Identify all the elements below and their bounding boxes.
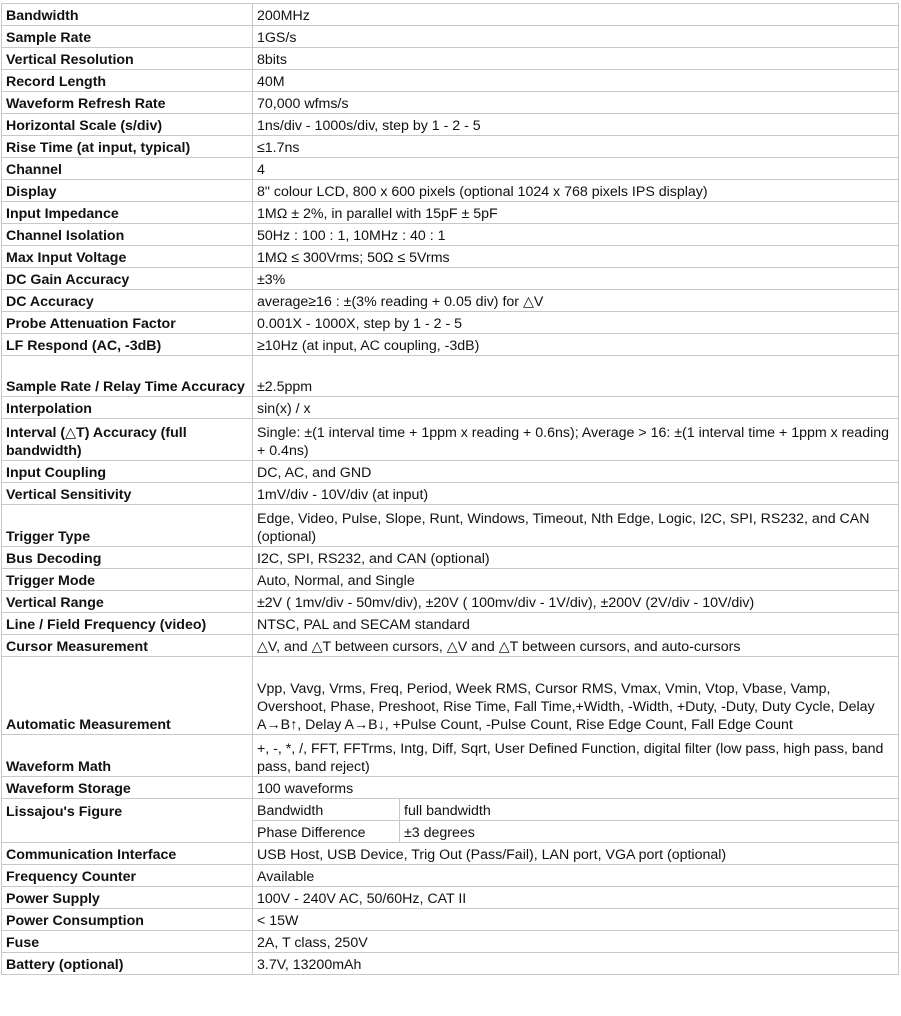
spec-label: Fuse bbox=[2, 931, 253, 953]
spec-sub-value: full bandwidth bbox=[400, 799, 899, 821]
spec-row-rise-time bbox=[2, 136, 899, 158]
spec-label: Waveform Storage bbox=[2, 777, 253, 799]
spec-value: ±2V ( 1mv/div - 50mv/div), ±20V ( 100mv/div - 1V/div), ±200V (2V/div - 10V/div) bbox=[253, 591, 899, 613]
spec-label: Waveform Refresh Rate bbox=[2, 92, 253, 114]
spec-value: 200MHz bbox=[253, 4, 899, 26]
spec-label: LF Respond (AC, -3dB) bbox=[2, 334, 253, 356]
spec-label: Interpolation bbox=[2, 397, 253, 419]
spec-label: Channel bbox=[2, 158, 253, 180]
spec-row-vertical-resolution bbox=[2, 48, 899, 70]
spec-value: Vpp, Vavg, Vrms, Freq, Period, Week RMS, Cursor RMS, Vmax, Vmin, Vtop, Vbase, Vamp, Overshoot, Phase, Preshoot, Rise Time, Fall Time,+Width, -Width, +Duty, -Duty, Duty Cycle, Delay A→B↑, Delay A→B↓, +Pulse Count, -Pulse Count, Rise Edge Count, Fall Edge Count bbox=[253, 657, 899, 735]
spec-value: Edge, Video, Pulse, Slope, Runt, Windows, Timeout, Nth Edge, Logic, I2C, SPI, RS232, and CAN (optional) bbox=[253, 505, 899, 547]
spec-row-max-input-voltage bbox=[2, 246, 899, 268]
spec-label: Trigger Type bbox=[2, 505, 253, 547]
spec-row-probe-attenuation bbox=[2, 312, 899, 334]
spec-row-bandwidth bbox=[2, 4, 899, 26]
spec-value: 8bits bbox=[253, 48, 899, 70]
spec-label: Waveform Math bbox=[2, 735, 253, 777]
spec-label: Line / Field Frequency (video) bbox=[2, 613, 253, 635]
spec-label: Interval (△T) Accuracy (full bandwidth) bbox=[2, 419, 253, 461]
spec-label: Battery (optional) bbox=[2, 953, 253, 975]
spec-label: Cursor Measurement bbox=[2, 635, 253, 657]
spec-row-vertical-sensitivity bbox=[2, 483, 899, 505]
spec-label: Horizontal Scale (s/div) bbox=[2, 114, 253, 136]
spec-row-input-coupling bbox=[2, 461, 899, 483]
spec-table bbox=[1, 3, 899, 975]
spec-row-horizontal-scale bbox=[2, 114, 899, 136]
spec-row-display bbox=[2, 180, 899, 202]
spec-row-communication-interface bbox=[2, 843, 899, 865]
spec-row-channel-isolation bbox=[2, 224, 899, 246]
spec-label: Power Consumption bbox=[2, 909, 253, 931]
spec-value: 100 waveforms bbox=[253, 777, 899, 799]
spec-row-record-length bbox=[2, 70, 899, 92]
spec-row-waveform-storage bbox=[2, 777, 899, 799]
spec-row-relay-time-accuracy bbox=[2, 356, 899, 397]
spec-row-channel bbox=[2, 158, 899, 180]
spec-label: Lissajou's Figure bbox=[2, 799, 253, 843]
spec-value: 2A, T class, 250V bbox=[253, 931, 899, 953]
spec-label: Power Supply bbox=[2, 887, 253, 909]
spec-value: USB Host, USB Device, Trig Out (Pass/Fail), LAN port, VGA port (optional) bbox=[253, 843, 899, 865]
spec-label: Channel Isolation bbox=[2, 224, 253, 246]
spec-value: 8" colour LCD, 800 x 600 pixels (optional 1024 x 768 pixels IPS display) bbox=[253, 180, 899, 202]
spec-label: Input Coupling bbox=[2, 461, 253, 483]
spec-row-battery bbox=[2, 953, 899, 975]
spec-row-trigger-type bbox=[2, 505, 899, 547]
spec-row-interval-accuracy bbox=[2, 419, 899, 461]
spec-value: 0.001X - 1000X, step by 1 - 2 - 5 bbox=[253, 312, 899, 334]
spec-value: 1mV/div - 10V/div (at input) bbox=[253, 483, 899, 505]
spec-value: ±2.5ppm bbox=[253, 356, 899, 397]
spec-value: Available bbox=[253, 865, 899, 887]
spec-label: Bus Decoding bbox=[2, 547, 253, 569]
spec-label: DC Gain Accuracy bbox=[2, 268, 253, 290]
spec-value: average≥16 : ±(3% reading + 0.05 div) for △V bbox=[253, 290, 899, 312]
spec-value: NTSC, PAL and SECAM standard bbox=[253, 613, 899, 635]
spec-row-cursor-measurement bbox=[2, 635, 899, 657]
spec-label: Sample Rate bbox=[2, 26, 253, 48]
spec-row-interpolation bbox=[2, 397, 899, 419]
spec-label: Record Length bbox=[2, 70, 253, 92]
spec-label: Input Impedance bbox=[2, 202, 253, 224]
spec-value: 1MΩ ≤ 300Vrms; 50Ω ≤ 5Vrms bbox=[253, 246, 899, 268]
spec-value: DC, AC, and GND bbox=[253, 461, 899, 483]
spec-value: 1GS/s bbox=[253, 26, 899, 48]
spec-label: Vertical Resolution bbox=[2, 48, 253, 70]
spec-row-lissajous-bandwidth bbox=[2, 799, 899, 821]
spec-value: Auto, Normal, and Single bbox=[253, 569, 899, 591]
spec-value: 3.7V, 13200mAh bbox=[253, 953, 899, 975]
spec-value: 50Hz : 100 : 1, 10MHz : 40 : 1 bbox=[253, 224, 899, 246]
spec-value: +, -, *, /, FFT, FFTrms, Intg, Diff, Sqrt, User Defined Function, digital filter (low pass, high pass, band pass, band reject) bbox=[253, 735, 899, 777]
spec-label: Automatic Measurement bbox=[2, 657, 253, 735]
spec-row-power-consumption bbox=[2, 909, 899, 931]
spec-value: 40M bbox=[253, 70, 899, 92]
spec-value: 1ns/div - 1000s/div, step by 1 - 2 - 5 bbox=[253, 114, 899, 136]
spec-value: Single: ±(1 interval time + 1ppm x reading + 0.6ns); Average > 16: ±(1 interval time + 1ppm x reading + 0.4ns) bbox=[253, 419, 899, 461]
spec-value: ≤1.7ns bbox=[253, 136, 899, 158]
spec-row-bus-decoding bbox=[2, 547, 899, 569]
spec-row-input-impedance bbox=[2, 202, 899, 224]
spec-row-vertical-range bbox=[2, 591, 899, 613]
spec-label: Bandwidth bbox=[2, 4, 253, 26]
spec-value: 1MΩ ± 2%, in parallel with 15pF ± 5pF bbox=[253, 202, 899, 224]
spec-row-waveform-math bbox=[2, 735, 899, 777]
spec-value: 4 bbox=[253, 158, 899, 180]
spec-row-fuse bbox=[2, 931, 899, 953]
spec-label: Display bbox=[2, 180, 253, 202]
spec-value: ±3% bbox=[253, 268, 899, 290]
spec-sub-value: ±3 degrees bbox=[400, 821, 899, 843]
spec-value: 100V - 240V AC, 50/60Hz, CAT II bbox=[253, 887, 899, 909]
spec-value: △V, and △T between cursors, △V and △T between cursors, and auto-cursors bbox=[253, 635, 899, 657]
spec-label: Probe Attenuation Factor bbox=[2, 312, 253, 334]
spec-label: Communication Interface bbox=[2, 843, 253, 865]
spec-value: ≥10Hz (at input, AC coupling, -3dB) bbox=[253, 334, 899, 356]
spec-label: Frequency Counter bbox=[2, 865, 253, 887]
spec-label: Max Input Voltage bbox=[2, 246, 253, 268]
spec-sub-label: Phase Difference bbox=[253, 821, 400, 843]
spec-label: Vertical Sensitivity bbox=[2, 483, 253, 505]
spec-row-dc-gain-accuracy bbox=[2, 268, 899, 290]
spec-row-sample-rate bbox=[2, 26, 899, 48]
spec-sub-label: Bandwidth bbox=[253, 799, 400, 821]
spec-row-trigger-mode bbox=[2, 569, 899, 591]
spec-label: Rise Time (at input, typical) bbox=[2, 136, 253, 158]
spec-label: Sample Rate / Relay Time Accuracy bbox=[2, 356, 253, 397]
spec-label: Trigger Mode bbox=[2, 569, 253, 591]
spec-row-lf-respond bbox=[2, 334, 899, 356]
spec-value: I2C, SPI, RS232, and CAN (optional) bbox=[253, 547, 899, 569]
spec-row-line-field-frequency bbox=[2, 613, 899, 635]
spec-row-dc-accuracy bbox=[2, 290, 899, 312]
spec-value: < 15W bbox=[253, 909, 899, 931]
spec-row-waveform-refresh-rate bbox=[2, 92, 899, 114]
spec-value: sin(x) / x bbox=[253, 397, 899, 419]
spec-label: DC Accuracy bbox=[2, 290, 253, 312]
spec-row-automatic-measurement bbox=[2, 657, 899, 735]
spec-row-power-supply bbox=[2, 887, 899, 909]
spec-label: Vertical Range bbox=[2, 591, 253, 613]
spec-row-frequency-counter bbox=[2, 865, 899, 887]
spec-value: 70,000 wfms/s bbox=[253, 92, 899, 114]
